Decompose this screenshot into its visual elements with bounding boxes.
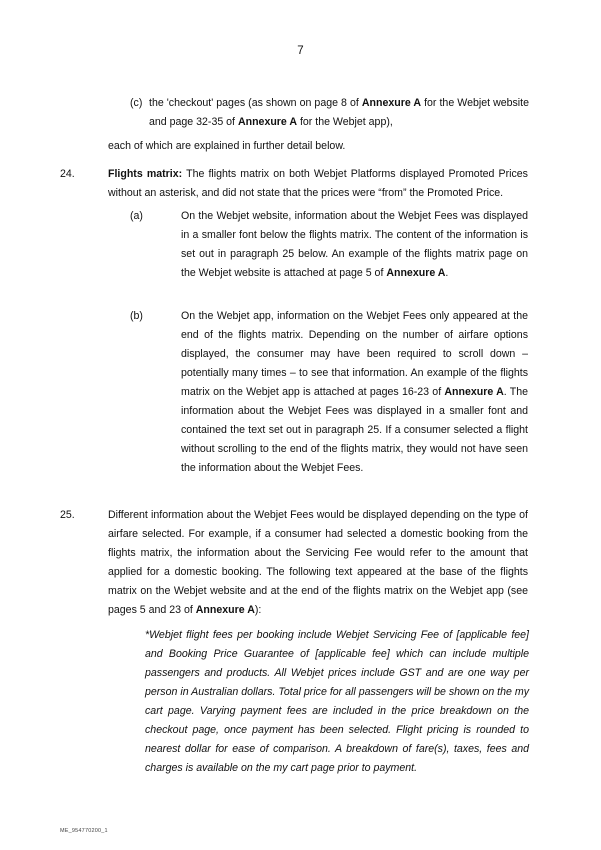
followup-text: each of which are explained in further detail below. bbox=[108, 140, 346, 152]
para-24-body: The flights matrix on both Webjet Platforms displayed Promoted Prices without an asterisk, and did not state that the prices were “from” the Promoted Price. bbox=[108, 168, 528, 199]
item-c-text-mid: for the Webjet website and page 32-35 of bbox=[149, 97, 529, 128]
footer-document-code: ME_954770200_1 bbox=[60, 828, 108, 834]
page-number: 7 bbox=[297, 45, 304, 57]
para-25-end: ): bbox=[254, 604, 262, 616]
para-25-body: Different information about the Webjet Fees would be displayed depending on the type of airfare selected. For example, if a consumer had selected a domestic booking from the flights matrix, the information about the Servicing Fee would refer to the amount that applied for a domestic booking. The following text appeared at the base of the flights matrix on the Webjet website and at the end of the flights matrix on the Webjet app (see pages 5 and 23 of bbox=[108, 509, 528, 616]
item-c-text-after: for the Webjet app), bbox=[297, 116, 393, 128]
para-24b-text bbox=[181, 307, 528, 478]
para-25-bold-annexure: Annexure A bbox=[195, 604, 255, 616]
para-24b-body-1: On the Webjet app, information on the Webjet Fees only appeared at the end of the flights matrix. Depending on the number of airfare options displayed, the consumer may have been required to scroll down – potentially many times – to see that information. An example of the flights matrix on the Webjet app is attached at pages 16-23 of bbox=[181, 310, 528, 398]
item-c-label: (c) bbox=[130, 97, 143, 109]
para-24b-bold-annexure: Annexure A bbox=[444, 386, 504, 398]
para-24-text bbox=[108, 165, 528, 203]
para-24a-label: (a) bbox=[130, 210, 143, 222]
item-c-bold-annexure-2: Annexure A bbox=[237, 116, 298, 128]
para-24a-text bbox=[181, 207, 528, 283]
para-24b-body-2: . The information about the Webjet Fees was displayed in a smaller font and contained the text set out in paragraph 25. If a consumer selected a flight without scrolling to the end of the flights matrix, they would not have seen the information about the Webjet Fees. bbox=[181, 386, 529, 474]
item-c-text-before: the 'checkout' pages (as shown on page 8 of bbox=[149, 97, 362, 109]
para-25-text bbox=[108, 506, 528, 620]
para-24-number: 24. bbox=[60, 168, 75, 180]
para-25-number: 25. bbox=[60, 509, 75, 521]
para-24a-end: . bbox=[445, 267, 449, 279]
item-c-text bbox=[149, 94, 529, 132]
para-24a-bold-annexure: Annexure A bbox=[386, 267, 446, 279]
para-24b-label: (b) bbox=[130, 310, 143, 322]
para-24a-body: On the Webjet website, information about the Webjet Fees was displayed in a smaller font below the flights matrix. The content of the information is set out in paragraph 25 below. An example of the flights matrix page on the Webjet website is attached at page 5 of bbox=[181, 210, 528, 279]
item-c-bold-annexure-1: Annexure A bbox=[361, 97, 422, 109]
para-25-quote: *Webjet flight fees per booking include Webjet Servicing Fee of [applicable fee] and Booking Price Guarantee of [applicable fee] which can include multiple passengers and products. All Webjet prices include GST and are one way per person in Australian dollars. Total price for all passengers will be shown on the my cart page. Varying payment fees are included in the price breakdown on the checkout page, once payment has been selected. Flight pricing is rounded to nearest dollar for ease of comparison. A breakdown of fare(s), taxes, fees and charges is available on the my cart page prior to payment. bbox=[145, 629, 529, 774]
para-24-heading: Flights matrix: bbox=[108, 168, 183, 180]
